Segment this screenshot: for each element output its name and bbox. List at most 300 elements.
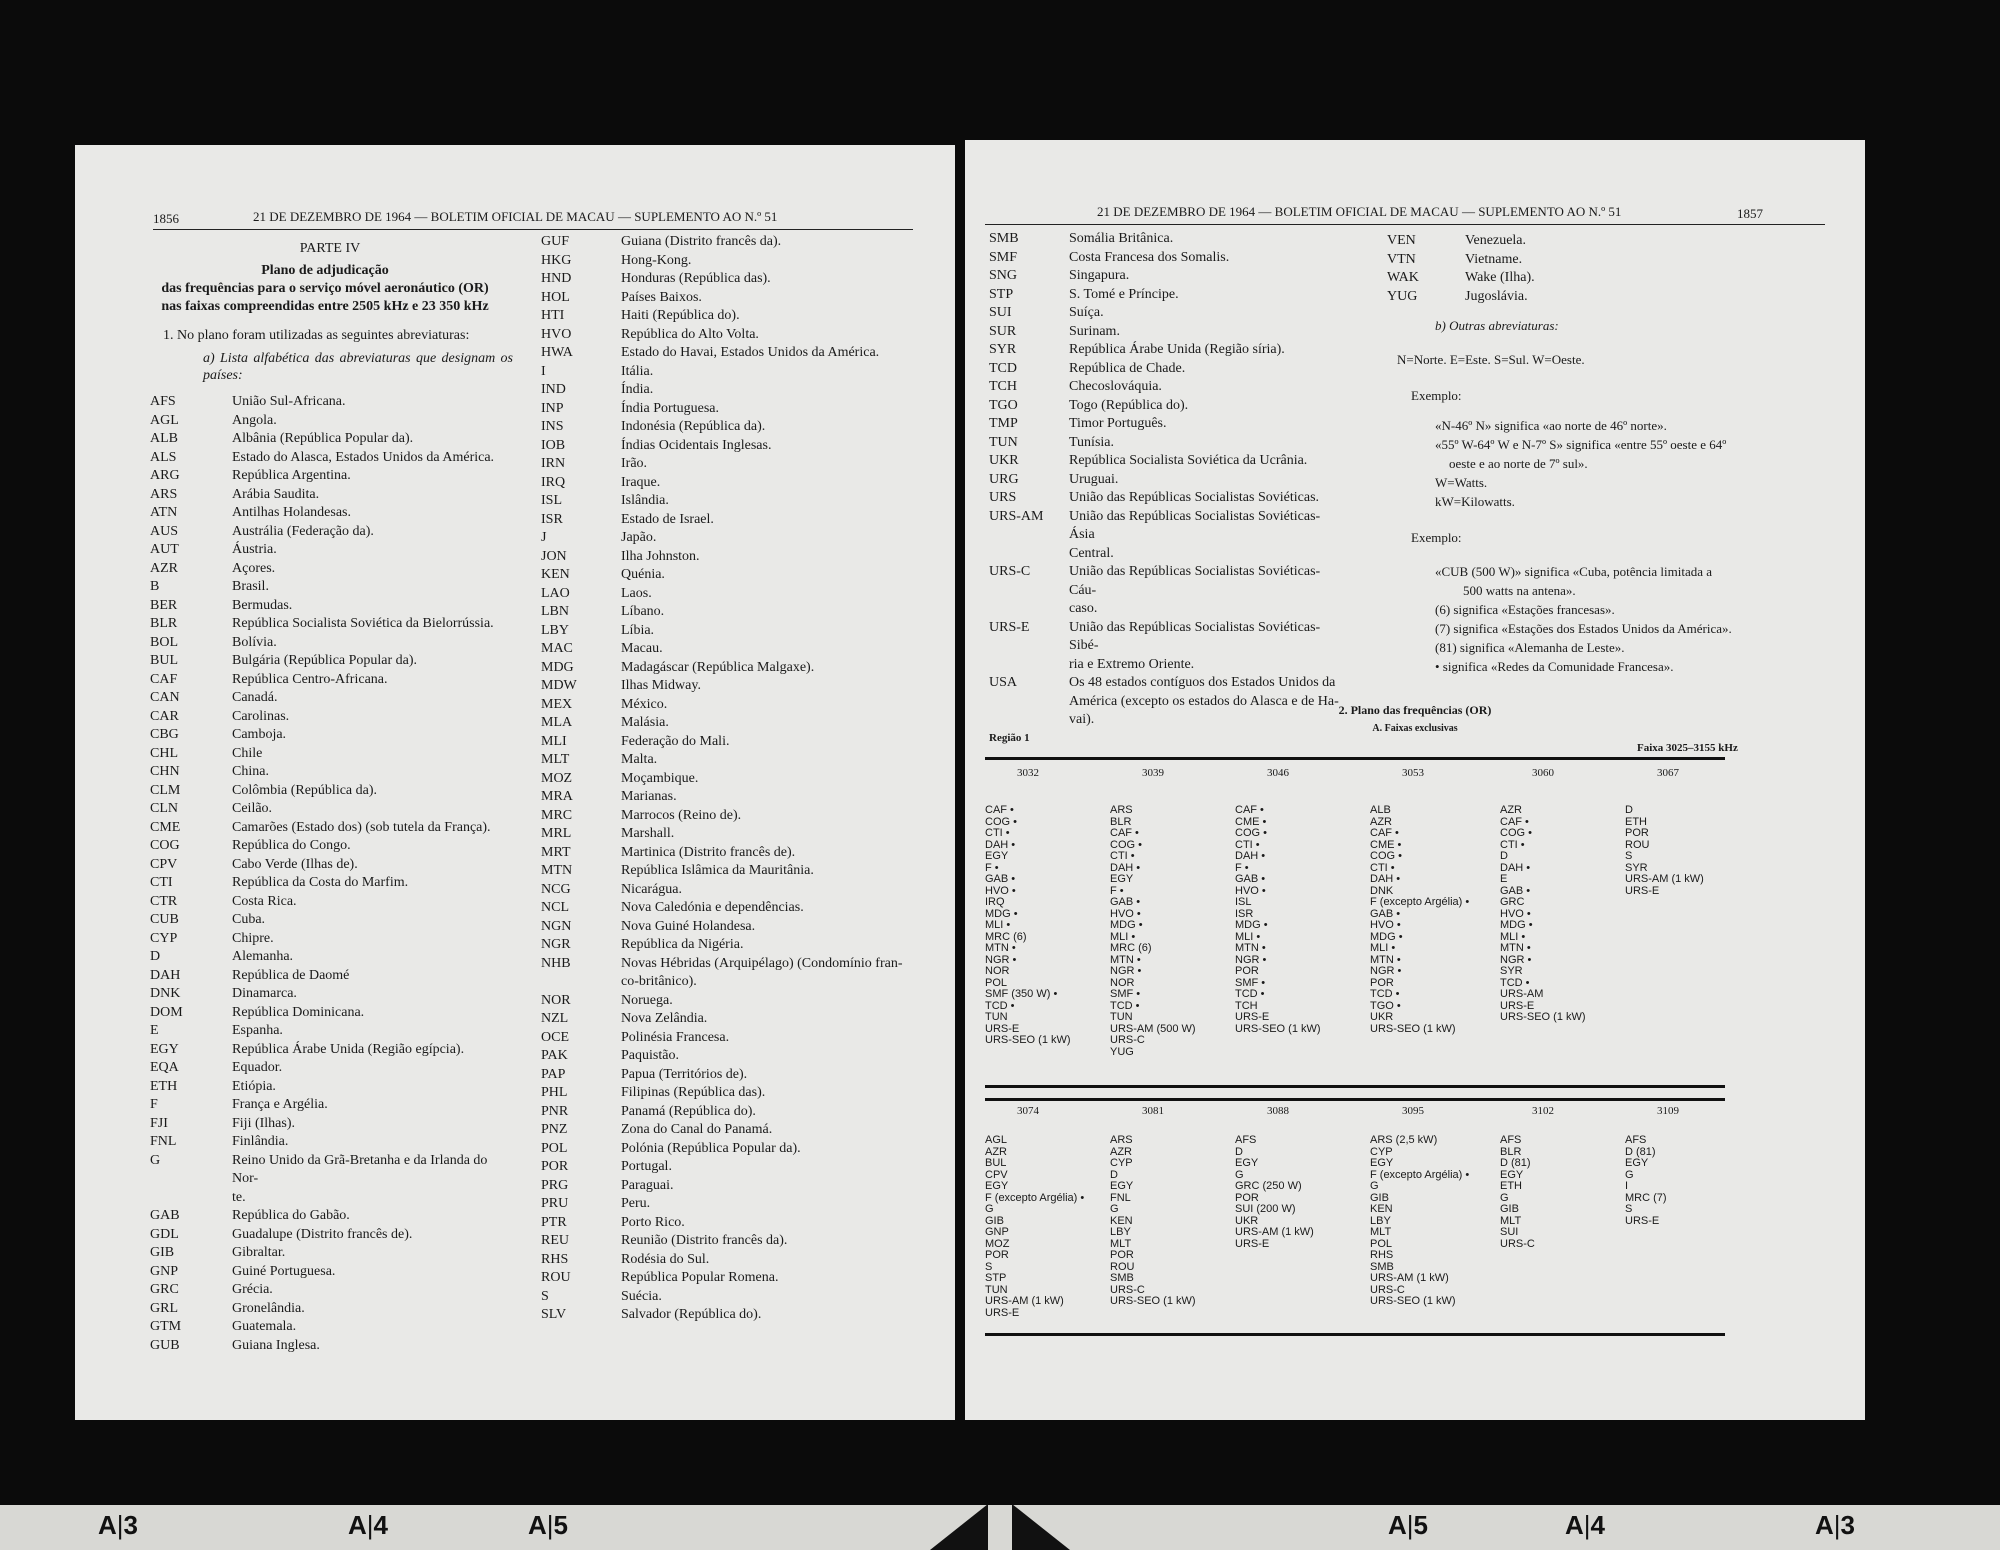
abbrev-name: República da Costa do Marfim.: [232, 875, 409, 890]
abbrev-code: CLM: [150, 782, 181, 798]
abbrev-name: Bermudas.: [232, 597, 293, 613]
abbrev-code: CHN: [150, 764, 180, 779]
abbrev-name: Wake (Ilha).: [1465, 270, 1535, 285]
abbrev-name: Laos.: [621, 585, 652, 601]
abbrev-row: [150, 782, 495, 801]
abbrev-row: [150, 1022, 495, 1041]
abbrev-row: [541, 307, 951, 326]
abbrev-name: Iraque.: [621, 474, 661, 490]
abbrev-code: TCH: [989, 379, 1017, 394]
abbrev-name: Guadalupe (Distrito francês de).: [232, 1226, 413, 1242]
abbrev-row: [541, 1177, 951, 1196]
abbrev-row: [150, 985, 495, 1004]
abbrev-code: INP: [541, 400, 564, 416]
abbrev-code: AUT: [150, 542, 179, 557]
abbrev-row: [541, 381, 951, 400]
abbrev-code: [989, 711, 1069, 730]
abbrev-name: Bolívia.: [232, 634, 277, 650]
frequency-header: 3046: [1267, 767, 1289, 779]
abbrev-code: CHL: [150, 745, 178, 761]
abbrev-row: [150, 1244, 495, 1263]
abbrev-name: Nova Zelândia.: [621, 1011, 708, 1026]
abbrev-name: Equador.: [232, 1060, 283, 1075]
abbrev-row: [541, 233, 951, 252]
abbrev-code: GRL: [150, 1300, 178, 1316]
abbrev-name: Nova Caledónia e dependências.: [621, 900, 804, 915]
abbrev-row: [150, 1004, 495, 1023]
abbrev-name: Irão.: [621, 456, 648, 471]
frequency-assignment-list: AFS BLR D (81) EGY ETH G GIB MLT SUI URS-C: [1500, 1134, 1535, 1250]
abbrev-name: Central.: [1069, 545, 1114, 561]
abbrev-name: Islândia.: [621, 493, 669, 508]
abbrev-code: MAC: [541, 641, 573, 656]
abbrev-code: ISR: [541, 511, 563, 527]
abbrev-name: te.: [232, 1189, 246, 1205]
abbrev-row: [541, 1066, 951, 1085]
abbrev-row: [541, 1214, 951, 1233]
abbrev-code: GAB: [150, 1208, 180, 1223]
abbrev-code: URS-C: [989, 564, 1031, 579]
frequency-header: 3032: [1017, 767, 1039, 779]
abbrev-row: [150, 393, 495, 412]
abbrev-code: BER: [150, 597, 178, 613]
frequency-assignment-list: AGL AZR BUL CPV EGY F (excepto Argélia) • G GIB GNP MOZ POR S STP TUN URS-AM (1 kW) URS-E: [985, 1134, 1085, 1319]
abbrev-row: [541, 825, 951, 844]
abbrev-code: PAK: [541, 1048, 568, 1063]
abbrev-code: [989, 600, 1069, 619]
part-title: PARTE IV: [299, 241, 361, 256]
abbrev-name: Etiópia.: [232, 1078, 276, 1094]
abbrev-name: República Árabe Unida (Região síria).: [1069, 342, 1285, 357]
abbrev-row: [989, 304, 1339, 323]
abbrev-row: [150, 763, 495, 782]
abbrev-code: URG: [989, 471, 1019, 487]
abbrev-row: [541, 881, 951, 900]
abbrev-row: [541, 252, 951, 271]
abbrev-row: [989, 674, 1339, 693]
abbrev-code: MRT: [541, 844, 571, 860]
abbrev-row: [541, 714, 951, 733]
abbrev-name: República Dominicana.: [232, 1004, 365, 1020]
abbrev-name: Nova Guiné Holandesa.: [621, 918, 756, 934]
film-center-marker: [930, 1500, 1070, 1550]
abbrev-row: [150, 1318, 495, 1337]
abbrev-name: Cuba.: [232, 912, 266, 927]
abbrev-name: Porto Rico.: [621, 1214, 685, 1230]
abbrev-code: ROU: [541, 1270, 571, 1285]
abbrev-code: PNZ: [541, 1122, 568, 1137]
film-mark: A|3: [98, 1510, 139, 1540]
abbrev-row: [150, 893, 495, 912]
abbrev-code: INS: [541, 419, 564, 434]
abbrev-code: KEN: [541, 567, 570, 582]
abbrev-row: [150, 911, 495, 930]
abbrev-row: [989, 230, 1339, 249]
abbrev-row: [541, 918, 951, 937]
abbrev-name: Honduras (República das).: [621, 271, 771, 286]
abbrev-code: MLT: [541, 752, 570, 767]
abbrev-row: [150, 948, 495, 967]
abbrev-name: Angola.: [232, 412, 277, 428]
abbrev-row: [150, 800, 495, 819]
abbrev-code: MRC: [541, 807, 573, 823]
abbrev-code: ARS: [150, 486, 178, 502]
abbrev-row: [150, 597, 495, 616]
abbrev-name: Togo (República do).: [1069, 397, 1189, 413]
abbrev-code: MDG: [541, 659, 574, 675]
abbrev-name: Somália Britânica.: [1069, 231, 1174, 246]
abbrev-code: D: [150, 949, 161, 964]
abbrev-code: HKG: [541, 252, 572, 268]
example-line: kW=Kilowatts.: [1435, 494, 1515, 509]
abbrev-row: [541, 696, 951, 715]
abbrev-code: MRL: [541, 826, 572, 841]
abbrev-code: J: [541, 530, 547, 545]
abbrev-name: Polónia (República Popular da).: [621, 1140, 801, 1156]
abbrev-row: [989, 563, 1339, 600]
abbrev-code: JON: [541, 548, 567, 564]
abbrev-name: Checoslováquia.: [1069, 379, 1162, 394]
abbrev-name: Malásia.: [621, 715, 669, 730]
abbrev-code: HND: [541, 271, 572, 286]
abbrev-name: República Socialista Soviética da Ucrânia.: [1069, 453, 1308, 468]
abbrev-row: [150, 726, 495, 745]
abbrev-name: Canadá.: [232, 690, 278, 705]
abbrev-name: Guiana (Distrito francês da).: [621, 234, 782, 249]
abbrev-code: [989, 545, 1069, 564]
abbrev-row: [989, 341, 1339, 360]
abbrev-code: GTM: [150, 1319, 182, 1334]
abbrev-code: PHL: [541, 1085, 568, 1100]
abbrev-row: [541, 955, 951, 974]
abbrev-name: Costa Rica.: [232, 893, 297, 909]
abbrev-name: Jugoslávia.: [1465, 288, 1528, 304]
frequency-assignment-list: AZR CAF • COG • CTI • D DAH • E GAB • GRC HVO • MDG • MLI • MTN • NGR • SYR TCD • URS-AM URS-E URS-SEO (1 kW): [1500, 804, 1586, 1023]
abbrev-row: [150, 412, 495, 431]
abbrev-code: NOR: [541, 992, 571, 1008]
abbrev-code: VEN: [1387, 233, 1416, 248]
abbrev-row: [989, 434, 1339, 453]
abbrev-code: FNL: [150, 1134, 177, 1149]
frequency-header: 3039: [1142, 767, 1164, 779]
abbrev-name: União Sul-Africana.: [232, 394, 346, 409]
abbrev-row: [541, 770, 951, 789]
abbrev-name: Guiné Portuguesa.: [232, 1263, 336, 1279]
abbrev-name: Moçambique.: [621, 770, 699, 786]
abbrev-name: Novas Hébridas (Arquipélago) (Condomínio fran-: [621, 955, 903, 971]
abbrev-row: [150, 634, 495, 653]
abbrev-code: MDW: [541, 678, 577, 693]
abbrev-name: Marianas.: [621, 789, 677, 804]
abbrev-code: [989, 656, 1069, 675]
abbrev-row: [150, 560, 495, 579]
abbrev-name: Índias Ocidentais Inglesas.: [621, 437, 772, 453]
table-rule: [985, 1085, 1725, 1088]
abbrev-name: caso.: [1069, 601, 1098, 616]
abbrev-row: [150, 1226, 495, 1245]
abbrev-row: [541, 289, 951, 308]
abbrev-code: GUF: [541, 234, 570, 249]
abbrev-code: USA: [989, 675, 1018, 690]
abbrev-name: Antilhas Holandesas.: [232, 505, 351, 520]
abbrev-name: República do Alto Volta.: [621, 326, 759, 342]
abbrev-row: [150, 504, 495, 523]
intro-text: 1. No plano foram utilizadas as seguintes abreviaturas:: [163, 328, 470, 343]
abbrev-row: [989, 378, 1339, 397]
abbrev-code: ETH: [150, 1078, 178, 1094]
abbrev-code: GNP: [150, 1263, 179, 1279]
abbrev-code: E: [150, 1023, 159, 1038]
abbrev-name: Martinica (Distrito francês de).: [621, 844, 796, 860]
abbrev-code: RHS: [541, 1251, 569, 1267]
abbrev-code: EQA: [150, 1060, 179, 1075]
abbrev-code: IND: [541, 382, 566, 397]
abbrev-code: IOB: [541, 437, 566, 453]
abbrev-name: Rodésia do Sul.: [621, 1251, 710, 1267]
abbrev-code: [150, 1189, 232, 1208]
abbrev-row: [989, 452, 1339, 471]
abbrev-code: MLI: [541, 733, 567, 749]
abbrev-row: [541, 936, 951, 955]
directions-text: N=Norte. E=Este. S=Sul. W=Oeste.: [1397, 352, 1585, 367]
abbrev-code: MRA: [541, 789, 573, 804]
abbrev-code: TCD: [989, 360, 1017, 376]
abbrev-row: [541, 807, 951, 826]
abbrev-name: Chile: [232, 745, 263, 761]
frequency-header: 3067: [1657, 767, 1679, 779]
abbrev-name: República de Daomé: [232, 967, 350, 983]
abbrev-row: [541, 437, 951, 456]
abbrev-name: Uruguai.: [1069, 471, 1119, 487]
abbrev-name: República do Congo.: [232, 838, 351, 853]
abbrev-row: [150, 671, 495, 690]
abbrev-name: Papua (Territórios de).: [621, 1066, 748, 1082]
abbrev-code: VTN: [1387, 251, 1416, 267]
abbrev-row: [1387, 232, 1587, 251]
frequency-assignment-list: ARS BLR CAF • COG • CTI • DAH • EGY F • GAB • HVO • MDG • MLI • MRC (6) MTN • NGR • NOR SMF • TCD • TUN URS-AM (500 W) URS-C YUG: [1110, 804, 1196, 1058]
abbrev-code: BUL: [150, 653, 178, 668]
abbrev-name: República Centro-Africana.: [232, 671, 388, 687]
abbrev-name: Surinam.: [1069, 323, 1120, 339]
abbrev-name: ria e Extremo Oriente.: [1069, 656, 1195, 672]
abbrev-name: União das Repúblicas Socialistas Soviéticas.: [1069, 490, 1320, 505]
abbrev-name: Hong-Kong.: [621, 252, 692, 268]
abbrev-code: SLV: [541, 1307, 567, 1322]
abbrev-row: [541, 1306, 951, 1325]
abbrev-code: NGN: [541, 918, 572, 934]
abbrev-row: [989, 508, 1339, 545]
frequency-assignment-list: AFS D (81) EGY G I MRC (7) S URS-E: [1625, 1134, 1667, 1227]
frequency-assignment-list: AFS D EGY G GRC (250 W) POR SUI (200 W) UKR URS-AM (1 kW) URS-E: [1235, 1134, 1314, 1250]
abbrev-code: [989, 693, 1069, 712]
abbrev-name: Japão.: [621, 530, 657, 545]
abbrev-code: BOL: [150, 634, 178, 650]
abbrev-name: Albânia (República Popular da).: [232, 431, 414, 446]
abbrev-code: BLR: [150, 616, 178, 631]
abbrev-name: República Islâmica da Mauritânia.: [621, 863, 814, 878]
abbrev-row: [150, 819, 495, 838]
abbrev-name: Timor Português.: [1069, 416, 1167, 431]
page-header-title: 21 DE DEZEMBRO DE 1964 — BOLETIM OFICIAL DE MACAU — SUPLEMENTO AO N.º 51: [1097, 204, 1622, 219]
abbrev-name: Índia.: [621, 382, 654, 397]
abbrev-code: CAN: [150, 690, 180, 705]
abbrev-row: [541, 1010, 951, 1029]
abbrev-row: [541, 992, 951, 1011]
abbrev-code: NGR: [541, 937, 571, 952]
abbrev-row: [541, 1269, 951, 1288]
frequency-header: 3095: [1402, 1105, 1424, 1117]
abbrev-name: Gronelândia.: [232, 1300, 305, 1316]
abbrev-name: Chipre.: [232, 930, 274, 946]
abbrev-row: [541, 455, 951, 474]
abbrev-row: [541, 548, 951, 567]
abbrev-row: [541, 862, 951, 881]
abbrev-row: [541, 400, 951, 419]
abbrev-row: [989, 323, 1339, 342]
abbrev-name: Brasil.: [232, 579, 269, 594]
abbrev-code: HTI: [541, 308, 565, 323]
abbrev-code: CBG: [150, 727, 179, 742]
abbrev-row: [541, 1140, 951, 1159]
abbrev-row: [541, 1251, 951, 1270]
abbrev-code: PRU: [541, 1196, 569, 1211]
abbrev-row: [1387, 288, 1587, 307]
abbrev-code: OCE: [541, 1029, 569, 1045]
abbrev-code: CYP: [150, 930, 178, 946]
frequency-header: 3109: [1657, 1105, 1679, 1117]
example-line: «N-46º N» significa «ao norte de 46º norte».: [1435, 418, 1667, 433]
abbrev-row: [541, 511, 951, 530]
abbrev-row: [150, 708, 495, 727]
heading-line-1: Plano de adjudicação: [261, 263, 389, 278]
abbrev-row: [541, 529, 951, 548]
abbrev-code: COG: [150, 838, 180, 853]
abbrev-code: SMB: [989, 231, 1019, 246]
abbrev-name: Costa Francesa dos Somalis.: [1069, 249, 1230, 265]
abbrev-name: Ceilão.: [232, 801, 273, 816]
abbrev-row: [150, 856, 495, 875]
abbrev-code: DAH: [150, 967, 181, 983]
abbrev-list-col3: [989, 230, 1339, 730]
frequency-header: 3081: [1142, 1105, 1164, 1117]
abbrev-name: Madagáscar (República Malgaxe).: [621, 659, 815, 675]
abbrev-row: [150, 1263, 495, 1282]
abbrev-row: [150, 615, 495, 634]
plan-subtitle: A. Faixas exclusivas: [1372, 723, 1458, 734]
abbrev-row: [150, 523, 495, 542]
abbrev-code: EGY: [150, 1041, 179, 1057]
abbrev-code: B: [150, 579, 160, 594]
abbrev-row: [541, 1029, 951, 1048]
abbrev-row: [541, 899, 951, 918]
abbrev-name: União das Repúblicas Socialistas Soviéticas-Ásia: [1069, 508, 1321, 542]
abbrev-code: URS-E: [989, 619, 1030, 635]
abbrev-row: [541, 733, 951, 752]
abbrev-name: República do Gabão.: [232, 1208, 350, 1223]
abbrev-name: Dinamarca.: [232, 986, 297, 1001]
abbrev-row: [541, 326, 951, 345]
abbrev-name: Camarões (Estado dos) (sob tutela da França).: [232, 819, 491, 835]
abbrev-name: Suécia.: [621, 1288, 662, 1304]
abbrev-name: Gibraltar.: [232, 1245, 286, 1260]
abbrev-row: [541, 973, 951, 992]
abbrev-code: MEX: [541, 696, 573, 712]
abbrev-name: República Árabe Unida (Região egípcia).: [232, 1041, 465, 1057]
abbrev-name: Salvador (República do).: [621, 1307, 762, 1322]
abbrev-code: LBN: [541, 604, 569, 619]
abbrev-name: Marrocos (Reino de).: [621, 807, 742, 823]
abbrev-code: PNR: [541, 1103, 569, 1119]
abbrev-name: Reino Unido da Grã-Bretanha e da Irlanda do Nor-: [232, 1152, 488, 1186]
abbrev-name: Malta.: [621, 752, 658, 767]
abbrev-name: Finlândia.: [232, 1134, 289, 1149]
abbrev-row: [541, 474, 951, 493]
page-number: 1856: [153, 211, 179, 226]
abbrev-name: China.: [232, 764, 269, 779]
abbrev-code: CTI: [150, 875, 173, 890]
abbrev-row: [150, 930, 495, 949]
abbrev-code: NHB: [541, 955, 571, 971]
abbrev-name: União das Repúblicas Socialistas Soviéticas-Sibé-: [1069, 619, 1321, 653]
abbrev-code: ATN: [150, 505, 178, 520]
abbrev-code: S: [541, 1288, 549, 1304]
abbrev-name: Quénia.: [621, 567, 665, 582]
film-mark: A|4: [1565, 1510, 1606, 1540]
film-mark: A|5: [528, 1510, 569, 1540]
abbrev-row: [150, 1041, 495, 1060]
table-rule: [985, 1098, 1725, 1101]
abbrev-code: TGO: [989, 397, 1018, 413]
frequency-header: 3088: [1267, 1105, 1289, 1117]
other-abbrev-title: b) Outras abreviaturas:: [1435, 318, 1559, 333]
abbrev-code: NZL: [541, 1011, 569, 1026]
abbrev-row: [989, 397, 1339, 416]
abbrev-name: Venezuela.: [1465, 233, 1527, 248]
frequency-assignment-list: D ETH POR ROU S SYR URS-AM (1 kW) URS-E: [1625, 804, 1704, 897]
abbrev-code: POR: [541, 1159, 569, 1174]
abbrev-name: Colômbia (República da).: [232, 782, 378, 798]
abbrev-code: REU: [541, 1233, 569, 1248]
abbrev-code: GRC: [150, 1282, 179, 1297]
abbrev-code: GDL: [150, 1226, 179, 1242]
abbrev-row: [541, 622, 951, 641]
abbrev-name: Tunísia.: [1069, 434, 1115, 450]
abbrev-row: [989, 600, 1339, 619]
header-rule: [153, 229, 913, 230]
abbrev-row: [150, 837, 495, 856]
abbrev-code: LBY: [541, 622, 569, 638]
abbrev-name: Fiji (Ilhas).: [232, 1115, 295, 1131]
abbrev-name: Guiana Inglesa.: [232, 1337, 320, 1353]
abbrev-code: STP: [989, 286, 1014, 302]
frequency-assignment-list: CAF • COG • CTI • DAH • EGY F • GAB • HVO • IRQ MDG • MLI • MRC (6) MTN • NGR • NOR POL SMF (350 W) • TCD • TUN URS-E URS-SEO (1 kW): [985, 804, 1071, 1046]
abbrev-row: [541, 585, 951, 604]
example-label: Exemplo:: [1411, 388, 1462, 403]
abbrev-name: América (excepto os estados do Alasca e de Ha-: [1069, 693, 1339, 709]
abbrev-code: SMF: [989, 249, 1018, 265]
abbrev-row: [150, 1337, 495, 1356]
abbrev-row: [541, 659, 951, 678]
abbrev-code: HWA: [541, 345, 573, 360]
abbrev-name: Camboja.: [232, 727, 287, 742]
abbrev-name: França e Argélia.: [232, 1097, 328, 1112]
abbrev-row: [541, 1158, 951, 1177]
abbrev-row: [541, 1195, 951, 1214]
abbrev-row: [989, 360, 1339, 379]
abbrev-code: ALS: [150, 449, 177, 465]
abbrev-name: Estado do Havai, Estados Unidos da América.: [621, 345, 880, 360]
example-line: «CUB (500 W)» significa «Cuba, potência limitada a: [1435, 564, 1713, 579]
